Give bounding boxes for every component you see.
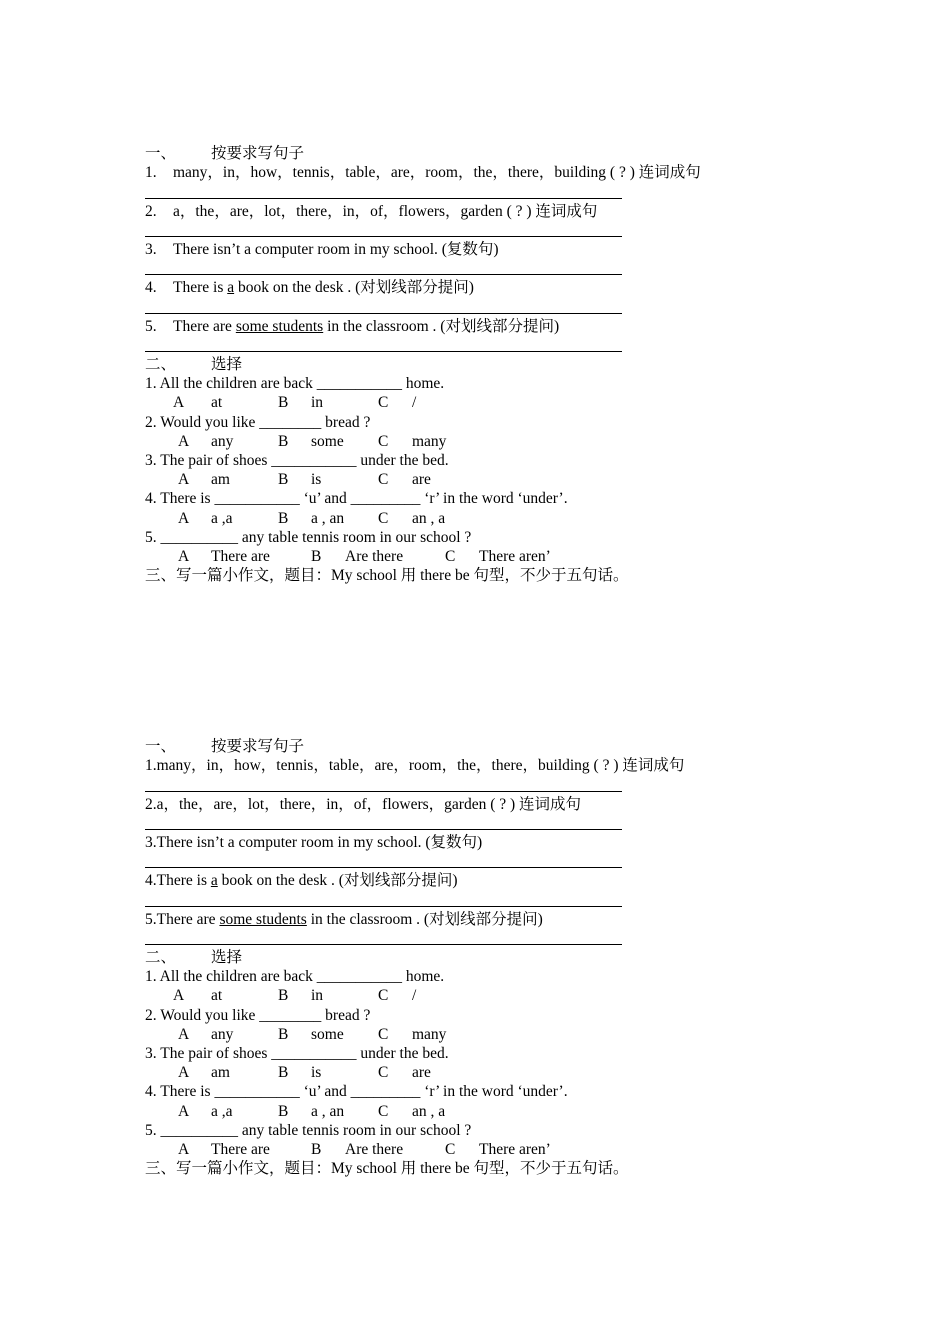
mc-options: A any B some C many — [178, 432, 447, 450]
question-2: 2. a，the，are，lot，there，in，of，flowers，garden ( ? ) 连词成句 — [145, 202, 598, 220]
mc-options: A a ,a B a , an C an , a — [178, 1102, 446, 1120]
mc-question-stem: 5. __________ any table tennis room in our school ? — [145, 1121, 472, 1139]
mc-options: A am B is C are — [178, 471, 431, 489]
underlined-word: some students — [219, 910, 307, 928]
mc-question-stem: 3. The pair of shoes ___________ under the bed. — [145, 452, 449, 469]
question-1: 1. many，in，how，tennis，table，are，room，the，there，building ( ? ) 连词成句 — [145, 164, 701, 182]
mc-options: A any B some C many — [178, 1025, 447, 1043]
mc-question-stem: 1. All the children are back ___________ home. — [145, 375, 445, 393]
mc-question-stem: 4. There is ___________ ‘u’ and _________ ‘r’ in the word ‘under’. — [145, 1083, 568, 1101]
mc-options: A There are B Are there C There aren’ — [178, 1140, 551, 1158]
answer-line[interactable] — [145, 298, 795, 317]
mc-question-stem: 1. All the children are back ___________ home. — [145, 968, 445, 986]
question-4: 4. There is a book on the desk . (对划线部分提问) — [145, 279, 474, 297]
question-2: 2.a，the，are，lot，there，in，of，flowers，garden ( ? ) 连词成句 — [145, 795, 582, 813]
section-heading: 一、 按要求写句子 — [145, 145, 305, 162]
mc-question-stem: 2. Would you like ________ bread ? — [145, 1006, 371, 1024]
underlined-word: some students — [235, 317, 324, 335]
question-5: 5.There are some students in the classroom . (对划线部分提问) — [145, 910, 543, 928]
question-3: 3. There isn’t a computer room in my school. (复数句) — [145, 240, 499, 258]
answer-line[interactable] — [145, 336, 795, 355]
mc-question-stem: 2. Would you like ________ bread ? — [145, 413, 371, 431]
section-heading: 一、 按要求写句子 — [145, 738, 305, 755]
composition-prompt: 三、写一篇小作文，题目：My school 用 there be 句型，不少于五句话。 — [145, 567, 629, 585]
answer-line[interactable] — [145, 221, 795, 240]
mc-question-stem: 5. __________ any table tennis room in our school ? — [145, 528, 472, 546]
section-heading: 二、 选择 — [145, 949, 243, 967]
question-4: 4.There is a book on the desk . (对划线部分提问) — [145, 872, 458, 890]
answer-line[interactable] — [145, 852, 795, 871]
answer-line[interactable] — [145, 929, 795, 948]
underlined-word: a — [227, 279, 235, 297]
underlined-word: a — [210, 872, 218, 890]
mc-question-stem: 3. The pair of shoes ___________ under the bed. — [145, 1045, 449, 1062]
mc-options: A a ,a B a , an C an , a — [178, 509, 446, 527]
mc-options: A am B is C are — [178, 1064, 431, 1082]
question-5: 5. There are some students in the classroom . (对划线部分提问) — [145, 317, 560, 335]
section-heading: 二、 选择 — [145, 356, 243, 374]
worksheet-copy-1 — [145, 144, 795, 585]
question-1: 1.many，in，how，tennis，table，are，room，the，there，building ( ? ) 连词成句 — [145, 757, 685, 775]
answer-line[interactable] — [145, 891, 795, 910]
mc-options: A at B in C / — [173, 987, 417, 1005]
mc-options: A at B in C / — [173, 394, 417, 412]
answer-line[interactable] — [145, 259, 795, 278]
question-3: 3.There isn’t a computer room in my school. (复数句) — [145, 833, 483, 851]
mc-question-stem: 4. There is ___________ ‘u’ and _________ ‘r’ in the word ‘under’. — [145, 490, 568, 508]
composition-prompt: 三、写一篇小作文，题目：My school 用 there be 句型，不少于五句话。 — [145, 1160, 629, 1178]
worksheet-copy-2 — [145, 737, 795, 1178]
answer-line[interactable] — [145, 775, 795, 794]
answer-line[interactable] — [145, 182, 795, 201]
mc-options: A There are B Are there C There aren’ — [178, 547, 551, 565]
answer-line[interactable] — [145, 814, 795, 833]
